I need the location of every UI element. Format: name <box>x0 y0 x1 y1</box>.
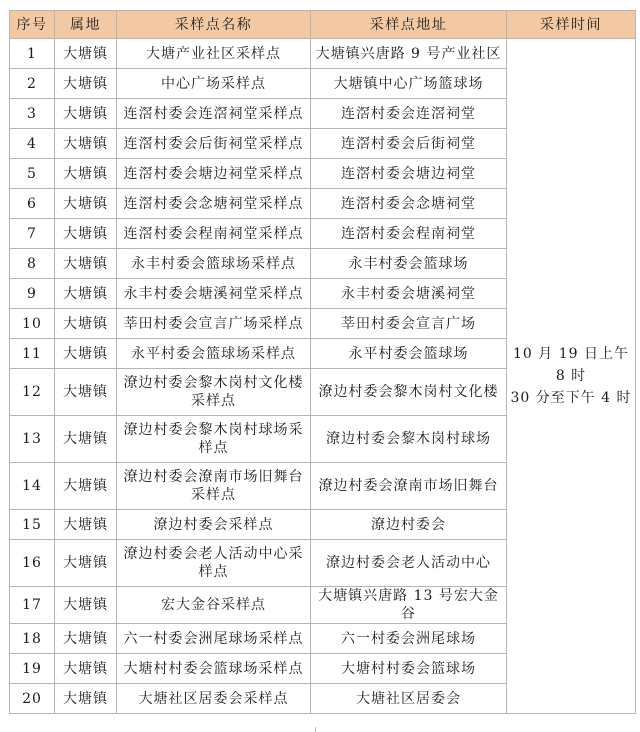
row-town <box>55 69 117 99</box>
row-site-address <box>311 369 507 416</box>
row-site-name-text: 采样点 <box>191 487 236 503</box>
row-town <box>55 587 117 624</box>
row-site-name <box>117 39 311 69</box>
row-site-address <box>311 279 507 309</box>
row-no <box>10 416 55 463</box>
header-site-name: 采样点名称 <box>117 11 311 39</box>
row-town <box>55 219 117 249</box>
row-site-address <box>311 219 507 249</box>
row-no <box>10 279 55 309</box>
row-site-name <box>117 416 311 463</box>
row-site-address-text: 连滘村委会后街祠堂 <box>341 135 476 152</box>
row-site-name <box>117 339 311 369</box>
row-no <box>10 510 55 540</box>
row-no <box>10 369 55 416</box>
row-no <box>10 309 55 339</box>
row-town-text: 大塘镇 <box>63 315 108 332</box>
row-site-address-text: 永丰村委会篮球场 <box>348 255 469 272</box>
row-site-address-text: 连滘村委会塘边祠堂 <box>341 165 476 182</box>
row-site-name-text: 永丰村委会塘溪祠堂采样点 <box>123 285 304 302</box>
row-site-address-text: 大塘镇兴唐路 13 号宏大金谷 <box>318 588 499 622</box>
row-site-name <box>117 684 311 714</box>
row-no <box>10 249 55 279</box>
row-site-address-text: 莘田村委会宣言广场 <box>341 315 476 332</box>
row-site-name <box>117 654 311 684</box>
row-site-address-text: 大塘社区居委会 <box>356 690 461 707</box>
row-no-text: 12 <box>22 384 42 400</box>
table-footer-mark <box>315 727 328 732</box>
row-site-name-text: 连滘村委会程南祠堂采样点 <box>123 225 304 242</box>
row-site-name-text: 永丰村委会篮球场采样点 <box>131 255 296 272</box>
row-town <box>55 416 117 463</box>
row-site-name-text: 潦边村委会潦南市场旧舞台 <box>123 469 304 485</box>
row-site-name-text: 中心广场采样点 <box>161 75 266 92</box>
header-sampling-time: 采样时间 <box>507 11 636 39</box>
row-site-address-text: 潦边村委会潦南市场旧舞台 <box>318 478 499 494</box>
row-town-text: 大塘镇 <box>63 285 108 302</box>
row-site-name <box>117 369 311 416</box>
row-site-address <box>311 624 507 654</box>
row-site-address <box>311 510 507 540</box>
row-town-text: 大塘镇 <box>63 195 108 212</box>
row-site-name <box>117 189 311 219</box>
row-no <box>10 219 55 249</box>
row-site-address <box>311 189 507 219</box>
row-town <box>55 624 117 654</box>
row-site-address-text: 大塘村村委会篮球场 <box>341 660 476 677</box>
row-site-name-text: 样点 <box>198 440 229 456</box>
row-site-name-text: 六一村委会洲尾球场采样点 <box>123 630 304 647</box>
row-site-name-text: 莘田村委会宣言广场采样点 <box>123 315 304 332</box>
sampling-sites-table <box>9 10 636 714</box>
row-site-address <box>311 129 507 159</box>
row-site-address <box>311 416 507 463</box>
row-no <box>10 39 55 69</box>
row-no <box>10 463 55 510</box>
sampling-time-cell <box>507 39 636 714</box>
row-site-address <box>311 39 507 69</box>
row-no <box>10 69 55 99</box>
row-no-text: 7 <box>27 225 37 242</box>
row-site-name-text: 采样点 <box>191 393 236 409</box>
row-site-name <box>117 249 311 279</box>
row-town-text: 大塘镇 <box>63 225 108 242</box>
row-site-name-text: 大塘村村委会篮球场采样点 <box>123 660 304 677</box>
row-site-name-text: 潦边村委会黎木岗村文化楼 <box>123 375 304 391</box>
row-site-name-text: 宏大金谷采样点 <box>161 597 266 613</box>
row-town <box>55 339 117 369</box>
row-site-name <box>117 587 311 624</box>
row-no-text: 13 <box>22 431 42 447</box>
row-no-text: 5 <box>27 165 37 182</box>
row-town <box>55 540 117 587</box>
row-site-address <box>311 159 507 189</box>
row-site-name <box>117 510 311 540</box>
row-town-text: 大塘镇 <box>63 555 108 571</box>
row-site-name-text: 大塘产业社区采样点 <box>146 45 281 62</box>
row-town <box>55 39 117 69</box>
row-site-name <box>117 219 311 249</box>
row-site-name-text: 连滘村委会连滘祠堂采样点 <box>123 105 304 122</box>
row-site-address-text: 大塘镇兴唐路 9 号产业社区 <box>315 45 502 62</box>
row-no <box>10 624 55 654</box>
row-no-text: 9 <box>27 285 37 302</box>
row-site-name-text: 潦边村委会老人活动中心采 <box>123 546 304 562</box>
row-town-text: 大塘镇 <box>63 516 108 533</box>
row-no-text: 20 <box>22 690 42 707</box>
row-no-text: 4 <box>27 135 37 152</box>
row-no <box>10 159 55 189</box>
row-town-text: 大塘镇 <box>63 597 108 613</box>
row-no-text: 18 <box>22 630 42 647</box>
row-town <box>55 99 117 129</box>
row-town-text: 大塘镇 <box>63 478 108 494</box>
row-town-text: 大塘镇 <box>63 431 108 447</box>
row-town-text: 大塘镇 <box>63 105 108 122</box>
row-site-address-text: 六一村委会洲尾球场 <box>341 630 476 647</box>
row-site-address <box>311 249 507 279</box>
row-site-address <box>311 99 507 129</box>
header-town: 属地 <box>55 11 117 39</box>
row-town-text: 大塘镇 <box>63 345 108 362</box>
table-header-row <box>10 11 636 39</box>
table-row <box>10 39 636 69</box>
row-no-text: 2 <box>27 75 37 92</box>
header-no: 序号 <box>10 11 55 39</box>
row-town-text: 大塘镇 <box>63 630 108 647</box>
row-town <box>55 159 117 189</box>
row-town-text: 大塘镇 <box>63 135 108 152</box>
row-town <box>55 249 117 279</box>
row-site-address <box>311 309 507 339</box>
row-town <box>55 654 117 684</box>
row-site-name-text: 连滘村委会后街祠堂采样点 <box>123 135 304 152</box>
row-site-address-text: 连滘村委会程南祠堂 <box>341 225 476 242</box>
row-no-text: 3 <box>27 105 37 122</box>
row-site-name <box>117 540 311 587</box>
row-no <box>10 339 55 369</box>
row-site-address-text: 连滘村委会念塘祠堂 <box>341 195 476 212</box>
row-town-text: 大塘镇 <box>63 384 108 400</box>
row-site-name <box>117 624 311 654</box>
sampling-time-cell-text: 10 月 19 日上午 8 时 <box>513 346 629 384</box>
row-town <box>55 279 117 309</box>
row-site-address <box>311 654 507 684</box>
row-no <box>10 654 55 684</box>
row-no-text: 15 <box>22 516 42 533</box>
row-town <box>55 463 117 510</box>
row-no-text: 8 <box>27 255 37 272</box>
row-site-name-text: 样点 <box>198 564 229 580</box>
row-site-address-text: 潦边村委会 <box>371 516 446 533</box>
row-town-text: 大塘镇 <box>63 255 108 272</box>
row-town-text: 大塘镇 <box>63 165 108 182</box>
row-no <box>10 129 55 159</box>
row-site-address <box>311 684 507 714</box>
row-no-text: 10 <box>22 315 42 332</box>
row-site-name <box>117 279 311 309</box>
row-site-address-text: 潦边村委会黎木岗村文化楼 <box>318 384 499 400</box>
row-town <box>55 129 117 159</box>
row-site-address-text: 潦边村委会黎木岗村球场 <box>326 431 491 447</box>
row-no-text: 6 <box>27 195 37 212</box>
row-site-name <box>117 309 311 339</box>
row-town-text: 大塘镇 <box>63 45 108 62</box>
row-no <box>10 99 55 129</box>
row-site-address-text: 潦边村委会老人活动中心 <box>326 555 491 571</box>
row-site-address <box>311 540 507 587</box>
row-site-address <box>311 463 507 510</box>
row-site-name <box>117 159 311 189</box>
row-site-name <box>117 69 311 99</box>
row-town <box>55 309 117 339</box>
row-no-text: 11 <box>22 345 42 362</box>
row-no <box>10 684 55 714</box>
row-town <box>55 510 117 540</box>
row-no-text: 17 <box>22 597 42 613</box>
row-no-text: 14 <box>22 478 42 494</box>
row-site-name <box>117 99 311 129</box>
row-site-name-text: 永平村委会篮球场采样点 <box>131 345 296 362</box>
row-site-address-text: 大塘镇中心广场篮球场 <box>333 75 484 92</box>
row-site-name-text: 潦边村委会采样点 <box>153 516 274 533</box>
row-town-text: 大塘镇 <box>63 660 108 677</box>
row-site-name-text: 连滘村委会念塘祠堂采样点 <box>123 195 304 212</box>
row-no-text: 1 <box>27 45 37 62</box>
row-town <box>55 369 117 416</box>
sampling-time-cell-text: 30 分至下午 4 时 <box>510 390 632 406</box>
row-no-text: 19 <box>22 660 42 677</box>
row-site-name <box>117 463 311 510</box>
row-site-address-text: 永丰村委会塘溪祠堂 <box>341 285 476 302</box>
row-site-name <box>117 129 311 159</box>
row-town <box>55 684 117 714</box>
row-town-text: 大塘镇 <box>63 690 108 707</box>
header-site-address: 采样点地址 <box>311 11 507 39</box>
row-town-text: 大塘镇 <box>63 75 108 92</box>
row-site-address-text: 永平村委会篮球场 <box>348 345 469 362</box>
row-site-name-text: 潦边村委会黎木岗村球场采 <box>123 422 304 438</box>
row-site-address <box>311 339 507 369</box>
row-town <box>55 189 117 219</box>
row-site-address-text: 连滘村委会连滘祠堂 <box>341 105 476 122</box>
row-site-address <box>311 69 507 99</box>
row-site-name-text: 大塘社区居委会采样点 <box>138 690 289 707</box>
row-no <box>10 540 55 587</box>
row-site-address <box>311 587 507 624</box>
row-no <box>10 587 55 624</box>
row-site-name-text: 连滘村委会塘边祠堂采样点 <box>123 165 304 182</box>
row-no-text: 16 <box>22 555 42 571</box>
row-no <box>10 189 55 219</box>
